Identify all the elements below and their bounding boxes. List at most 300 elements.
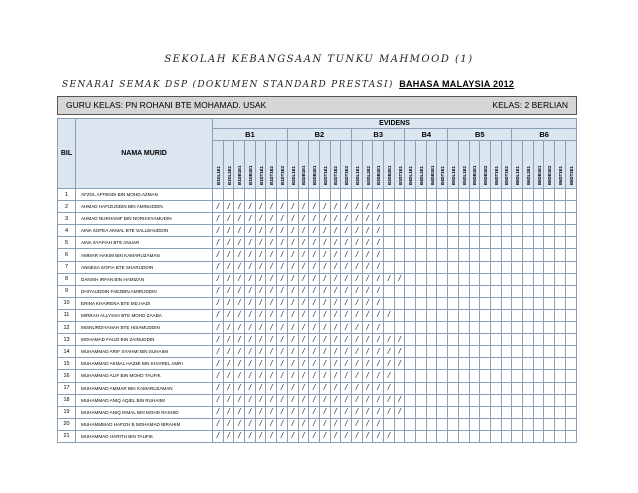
evidence-cell: / (223, 382, 234, 394)
evidence-cell: / (245, 237, 256, 249)
evidence-code-header (448, 141, 459, 189)
evidence-cell (522, 334, 533, 346)
evidence-cell (522, 225, 533, 237)
evidence-table (57, 118, 577, 443)
evidence-cell: / (298, 213, 309, 225)
evidence-cell: / (223, 406, 234, 418)
student-row (58, 394, 577, 406)
evidence-code-header (234, 141, 245, 189)
evidence-cell: / (298, 322, 309, 334)
evidence-cell (384, 297, 395, 309)
student-name: AMMAR HAKIM BIN KAMARUZAMAN (76, 249, 213, 261)
evidence-cell (458, 309, 469, 321)
evidence-cell: / (213, 273, 224, 285)
evidence-cell: / (373, 225, 384, 237)
evidence-code-header (490, 141, 501, 189)
evidence-cell: / (287, 418, 298, 430)
evidence-cell (384, 225, 395, 237)
evidence-cell (330, 189, 341, 201)
evidence-cell: / (298, 261, 309, 273)
evidence-cell (544, 322, 555, 334)
evidence-code: B6DB1E1 (536, 165, 542, 185)
evidence-cell: / (319, 273, 330, 285)
evidence-cell: / (245, 394, 256, 406)
evidence-cell: / (341, 346, 352, 358)
evidence-cell: / (287, 237, 298, 249)
student-row (58, 358, 577, 370)
evidence-cell: / (298, 297, 309, 309)
evidence-cell: / (373, 322, 384, 334)
evidence-cell (480, 237, 491, 249)
evidence-cell (394, 297, 405, 309)
evidence-cell: / (255, 418, 266, 430)
evidence-cell (426, 261, 437, 273)
evidence-cell (544, 261, 555, 273)
band-header: B4 (405, 129, 448, 141)
evidence-cell: / (309, 370, 320, 382)
evidence-cell (544, 418, 555, 430)
evidence-cell (448, 346, 459, 358)
evidence-cell: / (362, 285, 373, 297)
evidence-cell: / (213, 370, 224, 382)
evidence-cell: / (330, 322, 341, 334)
evidence-cell (480, 249, 491, 261)
evidence-cell: / (351, 213, 362, 225)
evidence-cell (458, 358, 469, 370)
evidence-code-header (373, 141, 384, 189)
evidence-cell: / (351, 334, 362, 346)
evidence-cell: / (319, 237, 330, 249)
student-number: 13 (58, 334, 76, 346)
band-header: B1 (213, 129, 288, 141)
student-name: ANNESA SOFIA BTE SHARUDDIN (76, 261, 213, 273)
evidence-code: B2DB1E1 (301, 165, 307, 185)
student-name: AHMAD NURHANIF BIN NORHISYAMUDIN (76, 213, 213, 225)
evidence-cell (448, 213, 459, 225)
evidence-cell: / (255, 237, 266, 249)
student-number: 9 (58, 285, 76, 297)
evidence-cell (448, 430, 459, 442)
evidence-cell (426, 273, 437, 285)
evidence-cell: / (362, 370, 373, 382)
evidence-cell (544, 225, 555, 237)
evidence-cell (555, 322, 566, 334)
evidence-cell (522, 237, 533, 249)
evidence-cell (437, 346, 448, 358)
evidence-cell: / (213, 430, 224, 442)
evidence-cell (223, 189, 234, 201)
evidence-cell (437, 261, 448, 273)
evidence-code: B1DL2E2 (226, 166, 232, 185)
evidence-cell (448, 394, 459, 406)
evidence-code-header (522, 141, 533, 189)
evidence-cell: / (298, 309, 309, 321)
evidence-cell: / (223, 430, 234, 442)
evidence-cell: / (298, 273, 309, 285)
evidence-cell: / (287, 225, 298, 237)
evidence-cell: / (298, 394, 309, 406)
evidence-cell: / (223, 394, 234, 406)
evidence-cell: / (309, 273, 320, 285)
evidence-cell (426, 189, 437, 201)
student-name: MIRRAH ALLYSSA BTE MOHD ZAABA (76, 309, 213, 321)
evidence-cell (469, 406, 480, 418)
evidence-cell (533, 249, 544, 261)
evidence-cell (522, 430, 533, 442)
evidence-cell: / (277, 201, 288, 213)
evidence-cell: / (330, 418, 341, 430)
evidence-cell (501, 309, 512, 321)
evidence-code-header (298, 141, 309, 189)
evidence-cell (490, 406, 501, 418)
evidence-cell (405, 334, 416, 346)
evidence-cell (437, 201, 448, 213)
student-row (58, 382, 577, 394)
evidence-cell: / (309, 346, 320, 358)
evidence-cell (480, 430, 491, 442)
evidence-cell (448, 382, 459, 394)
evidence-cell (565, 394, 576, 406)
evidence-cell (565, 189, 576, 201)
evidence-cell (448, 237, 459, 249)
evidence-cell: / (277, 285, 288, 297)
evidence-cell: / (266, 237, 277, 249)
evidence-cell (437, 418, 448, 430)
evidence-code: B1DL1E1 (215, 166, 221, 185)
evidence-cell (469, 346, 480, 358)
evidence-cell: / (309, 201, 320, 213)
evidence-cell (480, 346, 491, 358)
student-number: 7 (58, 261, 76, 273)
evidence-cell: / (213, 237, 224, 249)
evidence-cell (416, 394, 427, 406)
evidence-cell: / (298, 334, 309, 346)
evidence-cell (565, 382, 576, 394)
evidence-cell (458, 322, 469, 334)
student-name: AFZOL AFFENDI BIN MOHD.AZMAN (76, 189, 213, 201)
evidence-cell (512, 382, 523, 394)
evidence-cell: / (245, 309, 256, 321)
student-name: MUHAMMAD ALIF BIN MOHD TAUFIK (76, 370, 213, 382)
evidence-cell (480, 201, 491, 213)
evidence-cell (480, 418, 491, 430)
evidence-cell: / (362, 201, 373, 213)
evidence-cell (448, 201, 459, 213)
evidence-cell: / (384, 309, 395, 321)
evidence-cell (522, 358, 533, 370)
evidence-cell (480, 273, 491, 285)
evidence-cell: / (234, 297, 245, 309)
evidence-cell (490, 213, 501, 225)
evidence-code: B3DT1E1 (397, 166, 403, 185)
student-name: MUHAMMAD HARITH BIN TAUFIK (76, 430, 213, 442)
evidence-cell: / (213, 201, 224, 213)
evidence-cell (480, 406, 491, 418)
evidence-cell: / (213, 334, 224, 346)
student-number: 4 (58, 225, 76, 237)
evidence-cell (266, 189, 277, 201)
evidence-cell (405, 225, 416, 237)
evidence-cell: / (394, 394, 405, 406)
evidence-cell: / (309, 430, 320, 442)
evidence-cell (245, 189, 256, 201)
evidence-code: B2DT1E2 (333, 166, 339, 185)
evidence-cell (394, 201, 405, 213)
evidence-code: B3DL1E1 (354, 166, 360, 185)
evidence-cell: / (266, 297, 277, 309)
evidence-cell (544, 406, 555, 418)
evidence-cell (512, 334, 523, 346)
evidence-cell (533, 430, 544, 442)
evidence-cell: / (234, 370, 245, 382)
student-name: MUHAMMMAD HAFIZH B MOHAMAD IBRAHIM (76, 418, 213, 430)
evidence-cell (565, 261, 576, 273)
evidence-cell: / (245, 249, 256, 261)
evidence-cell: / (309, 225, 320, 237)
evidence-cell (437, 249, 448, 261)
evidence-cell: / (213, 358, 224, 370)
evidence-cell: / (255, 358, 266, 370)
evidence-cell: / (223, 309, 234, 321)
teacher-label: GURU KELAS: PN ROHANI BTE MOHAMAD. USAK (66, 100, 267, 110)
evidence-cell (480, 261, 491, 273)
evidence-cell: / (245, 213, 256, 225)
evidence-cell: / (384, 358, 395, 370)
evidence-cell (555, 430, 566, 442)
evidence-cell (490, 237, 501, 249)
evidence-cell (501, 322, 512, 334)
evidence-cell (501, 189, 512, 201)
evidence-cell (490, 201, 501, 213)
evidence-cell: / (287, 394, 298, 406)
evidence-code: B4DT1E1 (440, 166, 446, 185)
student-row (58, 430, 577, 442)
evidence-cell (565, 273, 576, 285)
evidence-cell: / (373, 430, 384, 442)
evidence-cell (512, 225, 523, 237)
evidence-cell (384, 201, 395, 213)
evidence-cell (480, 225, 491, 237)
evidence-cell: / (277, 394, 288, 406)
evidence-cell (437, 273, 448, 285)
evidence-cell (384, 213, 395, 225)
evidence-cell: / (351, 249, 362, 261)
evidence-cell (458, 297, 469, 309)
evidence-cell (469, 418, 480, 430)
student-number: 1 (58, 189, 76, 201)
evidence-cell (480, 189, 491, 201)
evidence-cell (555, 249, 566, 261)
evidence-cell (458, 346, 469, 358)
evidence-cell: / (277, 213, 288, 225)
evidence-cell: / (266, 261, 277, 273)
evidence-cell: / (245, 285, 256, 297)
evidence-cell: / (309, 213, 320, 225)
evidence-cell: / (341, 406, 352, 418)
evidence-cell: / (245, 406, 256, 418)
evidence-code-header (277, 141, 288, 189)
evidence-cell (287, 189, 298, 201)
student-row (58, 297, 577, 309)
evidence-cell (533, 370, 544, 382)
evidence-cell (533, 285, 544, 297)
evidence-cell (522, 273, 533, 285)
evidence-cell (501, 225, 512, 237)
evidence-cell (490, 370, 501, 382)
evidence-cell: / (351, 322, 362, 334)
evidence-cell (426, 370, 437, 382)
evidence-cell: / (309, 285, 320, 297)
evidence-cell: / (277, 297, 288, 309)
evidence-cell (405, 249, 416, 261)
evidence-cell (480, 322, 491, 334)
student-number: 14 (58, 346, 76, 358)
evidence-cell (234, 189, 245, 201)
evidence-cell: / (245, 382, 256, 394)
evidence-cell: / (266, 346, 277, 358)
evidence-cell (565, 201, 576, 213)
evidence-code-header (266, 141, 277, 189)
evidence-code: B5DB1E2 (483, 165, 489, 185)
evidence-cell: / (255, 370, 266, 382)
evidence-cell: / (234, 273, 245, 285)
student-row (58, 406, 577, 418)
evidence-cell: / (330, 297, 341, 309)
evidence-cell (522, 394, 533, 406)
evidence-cell: / (298, 237, 309, 249)
evidence-cell: / (373, 358, 384, 370)
evidence-cell (544, 334, 555, 346)
evidence-cell (533, 358, 544, 370)
evidence-cell (565, 213, 576, 225)
evidence-cell: / (245, 273, 256, 285)
band-header: B6 (512, 129, 577, 141)
evidence-code: B6DT1E1 (557, 166, 563, 185)
evidence-cell (490, 346, 501, 358)
evidence-cell (416, 370, 427, 382)
evidence-cell (394, 418, 405, 430)
evidence-cell (501, 297, 512, 309)
evidence-cell (544, 382, 555, 394)
evidence-cell (384, 237, 395, 249)
evidence-cell (458, 370, 469, 382)
evidence-cell: / (277, 309, 288, 321)
evidence-cell (522, 418, 533, 430)
evidence-cell (490, 358, 501, 370)
evidence-cell: / (341, 249, 352, 261)
evidence-cell: / (298, 346, 309, 358)
evidence-cell (501, 273, 512, 285)
evidence-cell (544, 213, 555, 225)
evidence-cell: / (277, 322, 288, 334)
evidence-cell (512, 418, 523, 430)
evidence-cell (522, 382, 533, 394)
student-number: 20 (58, 418, 76, 430)
evidence-cell: / (362, 334, 373, 346)
evidence-cell: / (234, 418, 245, 430)
evidence-cell (405, 418, 416, 430)
evidence-cell (533, 382, 544, 394)
evidence-cell (555, 237, 566, 249)
evidence-cell (501, 382, 512, 394)
evidence-code: B5DL1E2 (461, 166, 467, 185)
evidence-cell: / (255, 261, 266, 273)
student-name: ERINA KHAIRENA BTE MD.HADI (76, 297, 213, 309)
evidence-cell: / (245, 334, 256, 346)
student-number: 18 (58, 394, 76, 406)
evidence-cell (394, 237, 405, 249)
evidence-cell (416, 334, 427, 346)
evidence-cell (565, 346, 576, 358)
evidence-code-header (362, 141, 373, 189)
evidence-cell: / (373, 237, 384, 249)
evidence-cell (544, 273, 555, 285)
evidence-cell (458, 273, 469, 285)
evidence-cell (469, 285, 480, 297)
evidence-cell: / (351, 201, 362, 213)
evidence-cell (458, 285, 469, 297)
evidence-cell (362, 189, 373, 201)
evidence-cell: / (245, 225, 256, 237)
evidence-cell (469, 382, 480, 394)
evidence-code-header (533, 141, 544, 189)
evidence-cell (448, 322, 459, 334)
evidence-cell: / (277, 358, 288, 370)
evidence-cell: / (309, 418, 320, 430)
evidence-cell: / (266, 322, 277, 334)
evidence-cell: / (255, 382, 266, 394)
evidence-cell (426, 201, 437, 213)
evidence-code: B3DB1E1 (376, 165, 382, 185)
evidence-cell (405, 430, 416, 442)
evidence-cell: / (319, 249, 330, 261)
evidence-code-header (426, 141, 437, 189)
evidence-cell (394, 261, 405, 273)
evidence-cell: / (351, 273, 362, 285)
evidence-cell (501, 370, 512, 382)
student-row (58, 309, 577, 321)
evidence-cell: / (319, 309, 330, 321)
evidence-cell (512, 297, 523, 309)
evidence-cell (458, 382, 469, 394)
evidence-cell: / (309, 309, 320, 321)
evidence-cell (501, 261, 512, 273)
evidence-cell (426, 213, 437, 225)
student-row (58, 285, 577, 297)
evidence-cell (426, 225, 437, 237)
evidence-cell: / (384, 406, 395, 418)
evidence-code: B4DL1E1 (408, 166, 414, 185)
evidence-cell (512, 406, 523, 418)
evidence-cell (437, 297, 448, 309)
evidence-cell (555, 201, 566, 213)
evidence-cell (416, 346, 427, 358)
evidence-code: B5DT1E2 (504, 166, 510, 185)
evidence-code: B1DT1E2 (269, 166, 275, 185)
evidence-cell: / (341, 285, 352, 297)
student-number: 15 (58, 358, 76, 370)
evidence-cell (405, 309, 416, 321)
evidence-cell (384, 249, 395, 261)
student-number: 3 (58, 213, 76, 225)
evidence-cell: / (330, 213, 341, 225)
evidence-cell: / (234, 430, 245, 442)
evidence-code: B4DB1E1 (429, 165, 435, 185)
evidence-cell (469, 309, 480, 321)
evidence-cell: / (373, 201, 384, 213)
evidence-cell (490, 249, 501, 261)
student-name: AHMAD HAFIZUDDIN BIN AMINUDDIN (76, 201, 213, 213)
